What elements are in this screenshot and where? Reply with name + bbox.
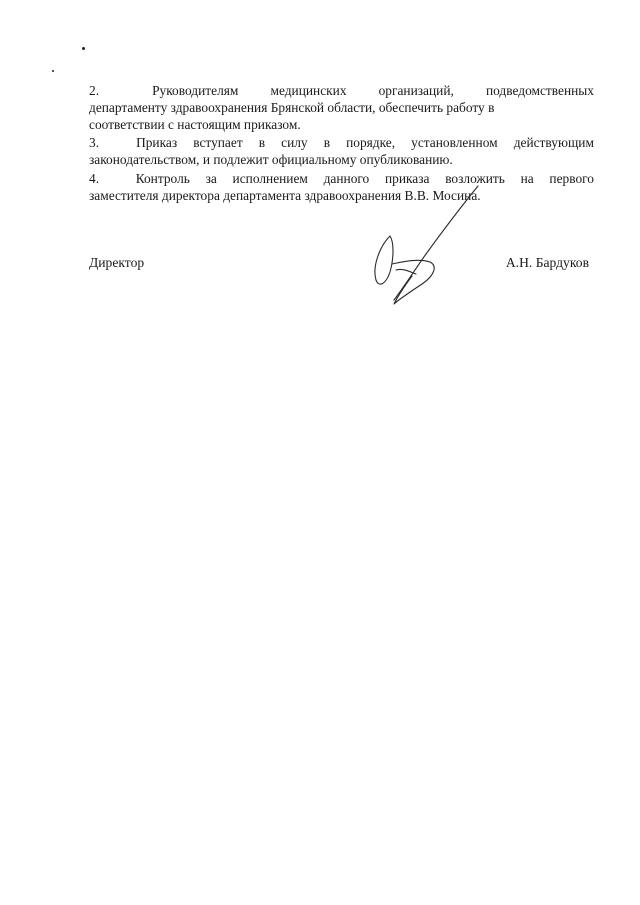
scan-speck [52,70,54,72]
item-line: заместителя директора департамента здравоохранения В.В. Мосина. [89,188,481,203]
item-number: 2. [89,83,100,98]
item-word: вступает [193,135,243,150]
order-item-2 [89,82,594,133]
item-word: установленном [411,135,498,150]
order-item-3 [89,134,594,168]
item-number: 3. [89,135,100,150]
item-number: 4. [89,171,100,186]
item-word: подведомственных [485,83,594,98]
signature-stroke [392,260,434,304]
item-word: на [520,171,534,186]
item-word: действующим [513,135,594,150]
order-item-4 [89,170,594,204]
scan-speck [82,47,85,50]
item-line: законодательством, и подлежит официальному опубликованию. [89,152,453,167]
signature-stroke [375,236,393,284]
signatory-name: А.Н. Бардуков [505,255,589,270]
item-word: Приказ [136,135,178,150]
item-word: исполнением [232,171,308,186]
item-word: Контроль [135,171,190,186]
item-word: приказа [384,171,430,186]
signature-stroke [396,269,416,274]
item-first-line [89,82,594,99]
item-word: за [205,171,217,186]
item-word: возложить [445,171,505,186]
item-word: в [323,135,331,150]
item-word: данного [323,171,370,186]
item-word: медицинских [270,83,347,98]
item-first-line [89,170,594,187]
item-word: в [258,135,266,150]
item-word: организаций, [378,83,454,98]
item-word: порядке, [346,135,396,150]
item-word: силу [281,135,308,150]
item-word: первого [549,171,594,186]
signatory-title: Директор [89,255,145,270]
handwritten-signature [360,180,480,310]
item-first-line [89,134,594,151]
item-word: Руководителям [152,83,239,98]
item-line: соответствии с настоящим приказом. [89,117,301,132]
item-line: департаменту здравоохранения Брянской области, обеспечить работу в [89,100,495,115]
